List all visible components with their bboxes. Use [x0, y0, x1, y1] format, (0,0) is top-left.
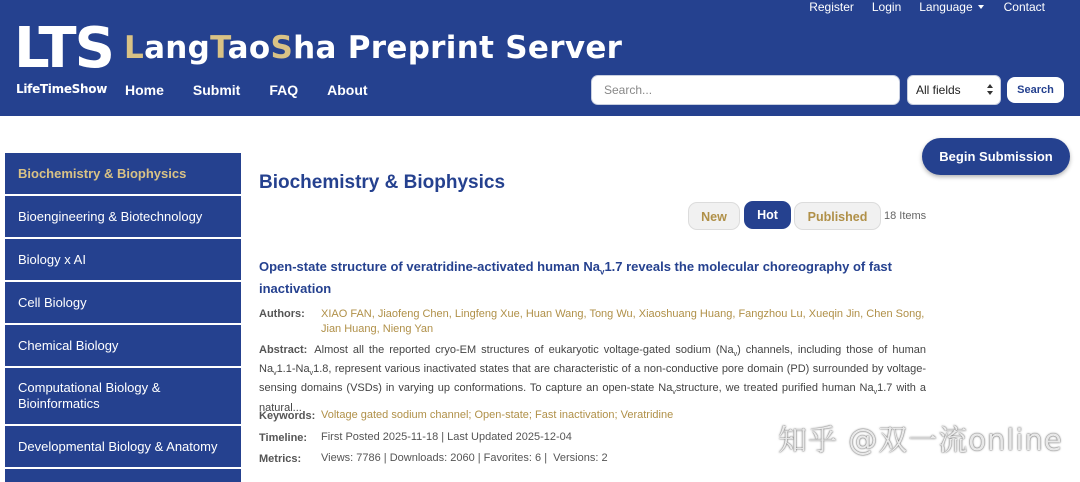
article-title-link[interactable]	[259, 259, 929, 297]
logo-tagline: LifeTimeShow	[16, 82, 107, 96]
abstract-segment: 1.1-Na	[276, 363, 310, 376]
contact-link[interactable]: Contact	[1003, 0, 1045, 14]
timeline-label: Timeline:	[259, 432, 308, 444]
site-header	[0, 0, 1080, 116]
abstract-segment: ) channels, including those of human Na	[259, 344, 926, 376]
abstract-segment: 1.8, represent various inactivated states that are characteristic of a non-conductive pore domain (PD) surrounded by voltage-sensing domains (VSDs) in varying up conformations. To capture an open-state Na	[259, 363, 926, 395]
sidebar-item-label: Biology x AI	[18, 252, 86, 267]
keywords-list[interactable]: Voltage gated sodium channel; Open-state; Fast inactivation; Veratridine	[321, 409, 674, 421]
caret-down-icon	[978, 5, 984, 9]
sidebar-item-next[interactable]	[5, 469, 241, 482]
article-title-part: 1.7 reveals the molecular choreography of fast inactivation	[259, 259, 892, 296]
timeline-value: First Posted 2025-11-18 | Last Updated 2025-12-04	[321, 431, 572, 443]
abstract-subscript: v	[672, 389, 676, 397]
metrics-value: Views: 7786 | Downloads: 2060 | Favorites: 6 | Versions: 2	[321, 452, 608, 464]
abstract-subscript: v	[733, 351, 738, 359]
sidebar-item-label: Chemical Biology	[18, 338, 119, 353]
sidebar-item-bioengineering[interactable]	[5, 196, 241, 239]
select-arrows-icon	[987, 84, 993, 96]
sidebar-item-label: Biochemistry & Biophysics	[18, 166, 187, 181]
lts-logo[interactable]	[14, 16, 113, 100]
search-button[interactable]: Search	[1007, 77, 1064, 103]
site-title-part: T	[210, 30, 228, 66]
top-nav	[809, 0, 1045, 16]
sidebar-item-label: Bioengineering & Biotechnology	[18, 209, 203, 224]
abstract-label: Abstract:	[259, 344, 308, 356]
site-title-part: L	[124, 30, 145, 66]
logo-mark: LTS	[14, 16, 113, 81]
nav-faq[interactable]: FAQ	[269, 82, 299, 98]
tab-published[interactable]: Published	[794, 202, 881, 230]
sidebar-item-developmental-biology[interactable]	[5, 426, 241, 469]
abstract-segment: 1.7 with a natural...	[259, 382, 926, 414]
begin-submission-button[interactable]: Begin Submission	[922, 138, 1070, 175]
nav-submit[interactable]: Submit	[192, 82, 241, 98]
site-title-part: ao	[227, 30, 271, 66]
search-field-select[interactable]	[907, 75, 1001, 105]
page-title: Biochemistry & Biophysics	[259, 172, 506, 193]
metrics-label: Metrics:	[259, 453, 302, 465]
abstract-segment: structure, we treated purified human Na	[675, 382, 874, 395]
tab-hot[interactable]: Hot	[744, 201, 791, 229]
article-title-part: Open-state structure of veratridine-activated human Na	[259, 259, 600, 274]
authors-label: Authors:	[259, 308, 305, 320]
article-title-sub: v	[599, 267, 605, 277]
watermark-text: 知乎 @双一流online	[778, 423, 1063, 457]
abstract-subscript: v	[273, 370, 277, 378]
site-title-part: S	[270, 30, 294, 66]
subject-sidebar	[5, 153, 241, 482]
site-title-part: ang	[144, 30, 211, 66]
abstract-subscript: v	[309, 370, 314, 378]
language-label: Language	[919, 0, 973, 14]
nav-about[interactable]: About	[327, 82, 368, 98]
authors-list[interactable]: XIAO FAN, Jiaofeng Chen, Lingfeng Xue, Huan Wang, Tong Wu, Xiaoshuang Huang, Fangzhou Lu, Xueqin Jin, Chen Song, Jian Huang, Nieng Yan	[321, 308, 925, 335]
sidebar-item-chemical-biology[interactable]	[5, 325, 241, 368]
language-dropdown[interactable]	[919, 0, 983, 16]
site-title[interactable]	[124, 30, 622, 66]
sidebar-item-biology-ai[interactable]	[5, 239, 241, 282]
sidebar-item-label: Cell Biology	[18, 295, 87, 310]
nav-home[interactable]: Home	[125, 82, 164, 98]
search-field-value: All fields	[916, 83, 961, 97]
abstract-subscript: v	[873, 389, 878, 397]
site-title-part: ha Preprint Server	[293, 30, 623, 66]
keywords-label: Keywords:	[259, 410, 316, 422]
sidebar-item-label: Developmental Biology & Anatomy	[18, 439, 218, 454]
register-link[interactable]: Register	[809, 0, 854, 14]
sidebar-item-label: Computational Biology & Bioinformatics	[18, 380, 161, 411]
search-input[interactable]: Search...	[591, 75, 900, 105]
item-count: 18 Items	[884, 210, 927, 222]
sidebar-item-computational-biology[interactable]	[5, 368, 241, 426]
main-nav	[125, 82, 397, 98]
tab-new[interactable]: New	[688, 202, 740, 230]
login-link[interactable]: Login	[871, 0, 902, 14]
abstract-segment: Almost all the reported cryo-EM structures of eukaryotic voltage-gated sodium (Na	[314, 344, 734, 356]
abstract-text	[259, 343, 926, 416]
sidebar-item-cell-biology[interactable]	[5, 282, 241, 325]
sidebar-item-biochemistry[interactable]	[5, 153, 241, 196]
